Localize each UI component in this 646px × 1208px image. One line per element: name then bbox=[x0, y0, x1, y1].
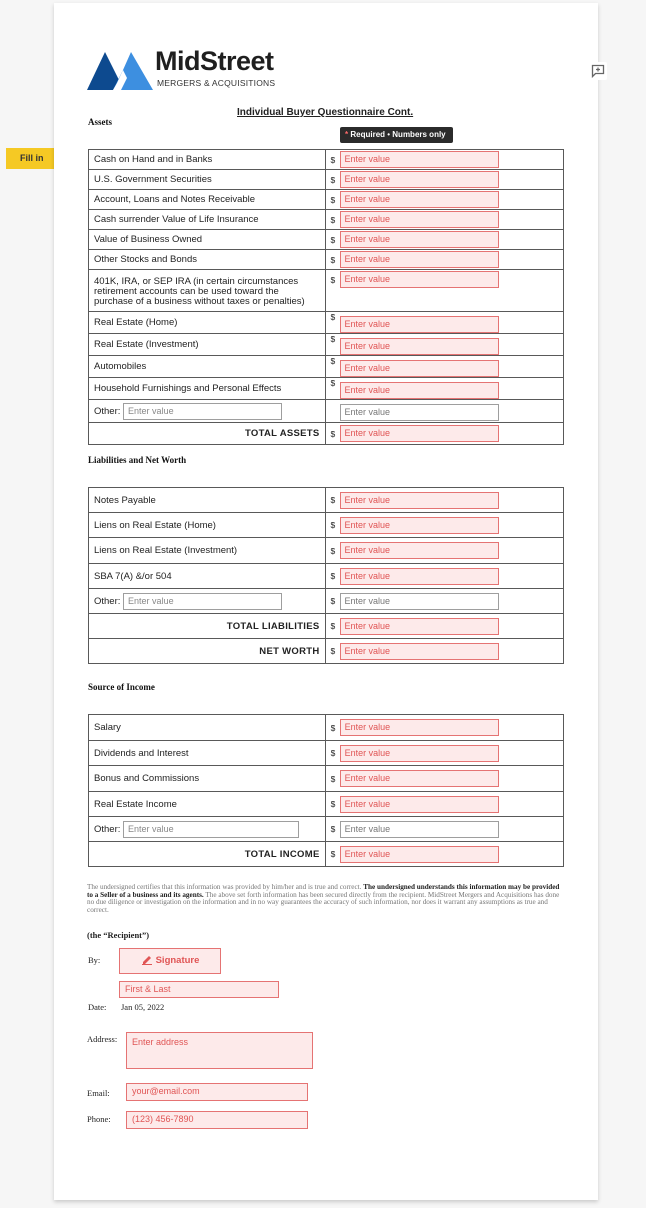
total-income-label: TOTAL INCOME bbox=[89, 842, 326, 867]
total-liabilities-input[interactable]: Enter value bbox=[340, 618, 499, 635]
row-label: Real Estate (Home) bbox=[89, 312, 326, 334]
fill-in-tag[interactable]: Fill in bbox=[6, 148, 61, 169]
disclaimer-bold: The undersigned understands this information may be provided to a Seller of a business and its agents. bbox=[87, 883, 560, 899]
phone-label: Phone: bbox=[87, 1114, 111, 1124]
table-row bbox=[89, 170, 564, 190]
table-row bbox=[89, 250, 564, 270]
liabilities-table bbox=[88, 487, 564, 664]
net-worth-input[interactable]: Enter value bbox=[340, 643, 499, 660]
table-row bbox=[89, 766, 564, 792]
phone-input[interactable]: (123) 456-7890 bbox=[126, 1111, 308, 1129]
sba-input[interactable]: Enter value bbox=[340, 568, 499, 585]
row-label: Real Estate Income bbox=[89, 792, 326, 817]
email-input[interactable]: your@email.com bbox=[126, 1083, 308, 1101]
table-row bbox=[89, 792, 564, 817]
dollar-sign: $ bbox=[330, 849, 336, 859]
table-row bbox=[89, 741, 564, 766]
total-income-input[interactable]: Enter value bbox=[340, 846, 499, 863]
dollar-sign: $ bbox=[330, 378, 336, 388]
mountain-logo-icon bbox=[87, 50, 153, 90]
dollar-sign: $ bbox=[330, 621, 336, 631]
row-label: Bonus and Commissions bbox=[89, 766, 326, 792]
disclaimer-text bbox=[87, 884, 561, 914]
assets-other-name-input[interactable]: Enter value bbox=[123, 403, 282, 420]
receivables-input[interactable]: Enter value bbox=[340, 191, 499, 208]
table-row bbox=[89, 488, 564, 513]
income-table bbox=[88, 714, 564, 867]
table-row bbox=[89, 270, 564, 312]
assets-heading: Assets bbox=[88, 117, 112, 127]
recipient-label: (the “Recipient”) bbox=[87, 930, 150, 940]
dollar-sign: $ bbox=[330, 722, 336, 733]
full-name-input[interactable]: First & Last bbox=[119, 981, 279, 998]
dollar-sign: $ bbox=[330, 174, 336, 185]
table-row bbox=[89, 842, 564, 867]
address-label: Address: bbox=[87, 1034, 118, 1044]
by-label: By: bbox=[88, 955, 101, 965]
midstreet-logo bbox=[87, 46, 287, 92]
dollar-sign: $ bbox=[330, 520, 336, 530]
row-label: SBA 7(A) &/or 504 bbox=[89, 564, 326, 589]
dollar-sign: $ bbox=[330, 312, 336, 322]
table-row bbox=[89, 400, 564, 423]
dollar-sign: $ bbox=[330, 274, 336, 285]
bonus-input[interactable]: Enter value bbox=[340, 770, 499, 787]
net-worth-label: NET WORTH bbox=[89, 639, 326, 664]
table-row bbox=[89, 538, 564, 564]
add-comment-button[interactable] bbox=[589, 62, 607, 80]
other-label: Other: bbox=[94, 595, 121, 607]
row-label: 401K, IRA, or SEP IRA (in certain circumstances retirement accounts can be used toward the purchase of a business without taxes or penalties) bbox=[89, 270, 326, 312]
row-label: Other Stocks and Bonds bbox=[89, 250, 326, 270]
liabilities-heading: Liabilities and Net Worth bbox=[88, 455, 187, 465]
other-label: Other: bbox=[94, 823, 121, 835]
logo-subtitle: MERGERS & ACQUISITIONS bbox=[157, 78, 276, 88]
dollar-sign: $ bbox=[330, 571, 336, 581]
row-label: U.S. Government Securities bbox=[89, 170, 326, 190]
row-label: Notes Payable bbox=[89, 488, 326, 513]
row-label: Dividends and Interest bbox=[89, 741, 326, 766]
real-estate-home-input[interactable]: Enter value bbox=[340, 316, 499, 333]
dollar-sign: $ bbox=[330, 194, 336, 205]
assets-other-value-input[interactable]: Enter value bbox=[340, 404, 499, 421]
row-label: Liens on Real Estate (Investment) bbox=[89, 538, 326, 564]
automobiles-input[interactable]: Enter value bbox=[340, 360, 499, 377]
household-input[interactable]: Enter value bbox=[340, 382, 499, 399]
salary-input[interactable]: Enter value bbox=[340, 719, 499, 736]
table-row bbox=[89, 715, 564, 741]
row-label: Cash surrender Value of Life Insurance bbox=[89, 210, 326, 230]
business-owned-input[interactable]: Enter value bbox=[340, 231, 499, 248]
retirement-input[interactable]: Enter value bbox=[340, 271, 499, 288]
dollar-sign: $ bbox=[330, 824, 336, 834]
tooltip-required: Required bbox=[350, 130, 386, 139]
other-label: Other: bbox=[94, 405, 121, 417]
dollar-sign: $ bbox=[330, 545, 336, 556]
stocks-bonds-input[interactable]: Enter value bbox=[340, 251, 499, 268]
table-row bbox=[89, 230, 564, 250]
table-row bbox=[89, 210, 564, 230]
dollar-sign: $ bbox=[330, 495, 336, 505]
liabilities-other-value-input[interactable]: Enter value bbox=[340, 593, 499, 610]
signature-button[interactable] bbox=[119, 948, 221, 974]
table-row bbox=[89, 614, 564, 639]
dollar-sign: $ bbox=[330, 428, 336, 439]
add-comment-icon bbox=[589, 62, 607, 80]
income-other-value-input[interactable]: Enter value bbox=[340, 821, 499, 838]
row-label: Liens on Real Estate (Home) bbox=[89, 513, 326, 538]
table-row bbox=[89, 378, 564, 400]
pen-icon bbox=[141, 953, 153, 965]
disclaimer-part2: The above set forth information has been secured directly from the recipient. MidStreet Mergers and Acquisitions has done no due diligence or investigation on the information and in no way guarantees the accuracy of such information, nor does it warrant any assumptions as true and correct. bbox=[87, 890, 560, 914]
row-label: Cash on Hand and in Banks bbox=[89, 150, 326, 170]
dollar-sign: $ bbox=[330, 773, 336, 784]
dollar-sign: $ bbox=[330, 254, 336, 265]
row-label: Automobiles bbox=[89, 356, 326, 378]
table-row bbox=[89, 564, 564, 589]
liabilities-other-name-input[interactable]: Enter value bbox=[123, 593, 282, 610]
disclaimer-part1: The undersigned certifies that this information was provided by him/her and is true and correct. bbox=[87, 883, 364, 891]
real-estate-investment-input[interactable]: Enter value bbox=[340, 338, 499, 355]
income-other-name-input[interactable]: Enter value bbox=[123, 821, 299, 838]
email-label: Email: bbox=[87, 1088, 110, 1098]
life-insurance-input[interactable]: Enter value bbox=[340, 211, 499, 228]
dollar-sign: $ bbox=[330, 154, 336, 165]
table-row bbox=[89, 150, 564, 170]
table-row bbox=[89, 513, 564, 538]
table-row bbox=[89, 190, 564, 210]
table-row bbox=[89, 356, 564, 378]
table-row bbox=[89, 589, 564, 614]
row-label: Household Furnishings and Personal Effects bbox=[89, 378, 326, 400]
table-row bbox=[89, 334, 564, 356]
table-row bbox=[89, 423, 564, 445]
required-star: * bbox=[345, 130, 349, 139]
dollar-sign: $ bbox=[330, 748, 336, 758]
required-tooltip bbox=[340, 127, 453, 143]
date-label: Date: bbox=[88, 1002, 107, 1012]
tooltip-hint: Numbers only bbox=[392, 130, 446, 139]
date-value: Jan 05, 2022 bbox=[121, 1002, 165, 1012]
cash-on-hand-input[interactable]: Enter value bbox=[340, 151, 499, 168]
signature-label: Signature bbox=[155, 955, 200, 966]
logo-name: MidStreet bbox=[155, 46, 274, 76]
total-assets-input[interactable]: Enter value bbox=[340, 425, 499, 442]
row-label: Salary bbox=[89, 715, 326, 741]
dividends-input[interactable]: Enter value bbox=[340, 745, 499, 762]
table-row bbox=[89, 639, 564, 664]
row-label: Account, Loans and Notes Receivable bbox=[89, 190, 326, 210]
row-label: Value of Business Owned bbox=[89, 230, 326, 250]
dollar-sign: $ bbox=[330, 234, 336, 245]
dollar-sign: $ bbox=[330, 214, 336, 225]
address-input[interactable]: Enter address bbox=[126, 1032, 313, 1069]
total-assets-label: TOTAL ASSETS bbox=[89, 423, 326, 445]
real-estate-income-input[interactable]: Enter value bbox=[340, 796, 499, 813]
notes-payable-input[interactable]: Enter value bbox=[340, 492, 499, 509]
dollar-sign: $ bbox=[330, 334, 336, 344]
gov-securities-input[interactable]: Enter value bbox=[340, 171, 499, 188]
income-heading: Source of Income bbox=[88, 682, 155, 692]
table-row bbox=[89, 312, 564, 334]
assets-table bbox=[88, 149, 564, 445]
dollar-sign: $ bbox=[330, 799, 336, 809]
row-label: Real Estate (Investment) bbox=[89, 334, 326, 356]
dollar-sign: $ bbox=[330, 356, 336, 366]
dollar-sign: $ bbox=[330, 646, 336, 656]
tooltip-separator: • bbox=[385, 130, 393, 139]
table-row bbox=[89, 817, 564, 842]
document-title: Individual Buyer Questionnaire Cont. bbox=[237, 107, 414, 118]
liens-home-input[interactable]: Enter value bbox=[340, 517, 499, 534]
liens-investment-input[interactable]: Enter value bbox=[340, 542, 499, 559]
total-liabilities-label: TOTAL LIABILITIES bbox=[89, 614, 326, 639]
dollar-sign: $ bbox=[330, 596, 336, 606]
